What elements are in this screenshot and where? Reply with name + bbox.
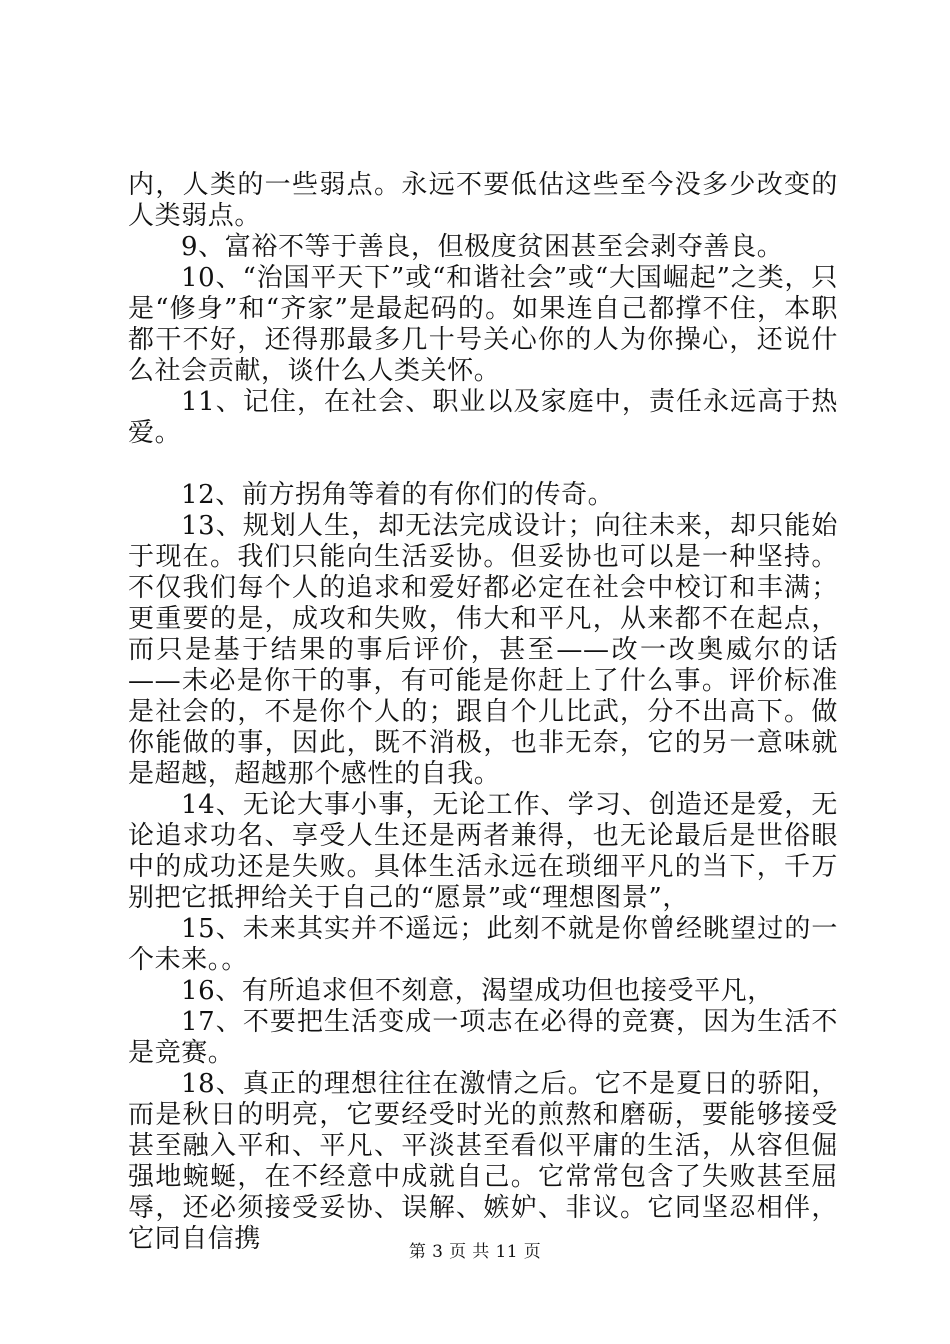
paragraph-item-16: 16、有所追求但不刻意，渴望成功但也接受平凡，	[181, 976, 774, 1006]
page-footer: 第 3 页 共 11 页	[408, 1242, 542, 1262]
paragraph-item-10: 10、“治国平天下”或“和谐社会”或“大国崛起”之类，只是“修身”和“齐家”是最起码的。如果连自己都撑不住，本职都干不好，还得那最多几十号关心你的人为你操心，还说什么社会贡献，谈什么人类关怀。	[128, 263, 838, 386]
paragraph-item-15: 15、未来其实并不遥远；此刻不就是你曾经眺望过的一个未来。。	[128, 914, 838, 975]
paragraph-continuation: 内，人类的一些弱点。永远不要低估这些至今没多少改变的人类弱点。	[128, 170, 838, 231]
paragraph-item-11: 11、记住，在社会、职业以及家庭中，责任永远高于热爱。	[128, 387, 838, 448]
paragraph-item-12: 12、前方拐角等着的有你们的传奇。	[181, 480, 615, 510]
paragraph-item-17: 17、不要把生活变成一项志在必得的竞赛，因为生活不是竞赛。	[128, 1007, 838, 1068]
paragraph-item-13: 13、规划人生，却无法完成设计；向往未来，却只能始于现在。我们只能向生活妥协。但妥协也可以是一种坚持。不仅我们每个人的追求和爱好都必定在社会中校订和丰满；更重要的是，成攻和失败，伟大和平凡，从来都不在起点，而只是基于结果的事后评价，甚至——改一改奥威尔的话——未必是你干的事，有可能是你赶上了什么事。评价标准是社会的，不是你个人的；跟自个儿比武，分不出高下。做你能做的事，因此，既不消极，也非无奈，它的另一意味就是超越，超越那个感性的自我。	[128, 511, 838, 789]
body-text	[128, 170, 838, 1255]
paragraph-item-9: 9、富裕不等于善良，但极度贫困甚至会剥夺善良。	[181, 232, 784, 262]
paragraph-item-18: 18、真正的理想往往在激情之后。它不是夏日的骄阳，而是秋日的明亮，它要经受时光的煎熬和磨砺，要能够接受甚至融入平和、平凡、平淡甚至看似平庸的生活，从容但倔强地蜿蜒，在不经意中成就自己。它常常包含了失败甚至屈辱，还必须接受妥协、误解、嫉妒、非议。它同坚忍相伴，它同自信携	[128, 1069, 838, 1254]
paragraph-item-14: 14、无论大事小事，无论工作、学习、创造还是爱，无论追求功名、享受人生还是两者兼得，也无论最后是世俗眼中的成功还是失败。具体生活永远在琐细平凡的当下，千万别把它抵押给关于自己的“愿景”或“理想图景”，	[128, 790, 838, 913]
